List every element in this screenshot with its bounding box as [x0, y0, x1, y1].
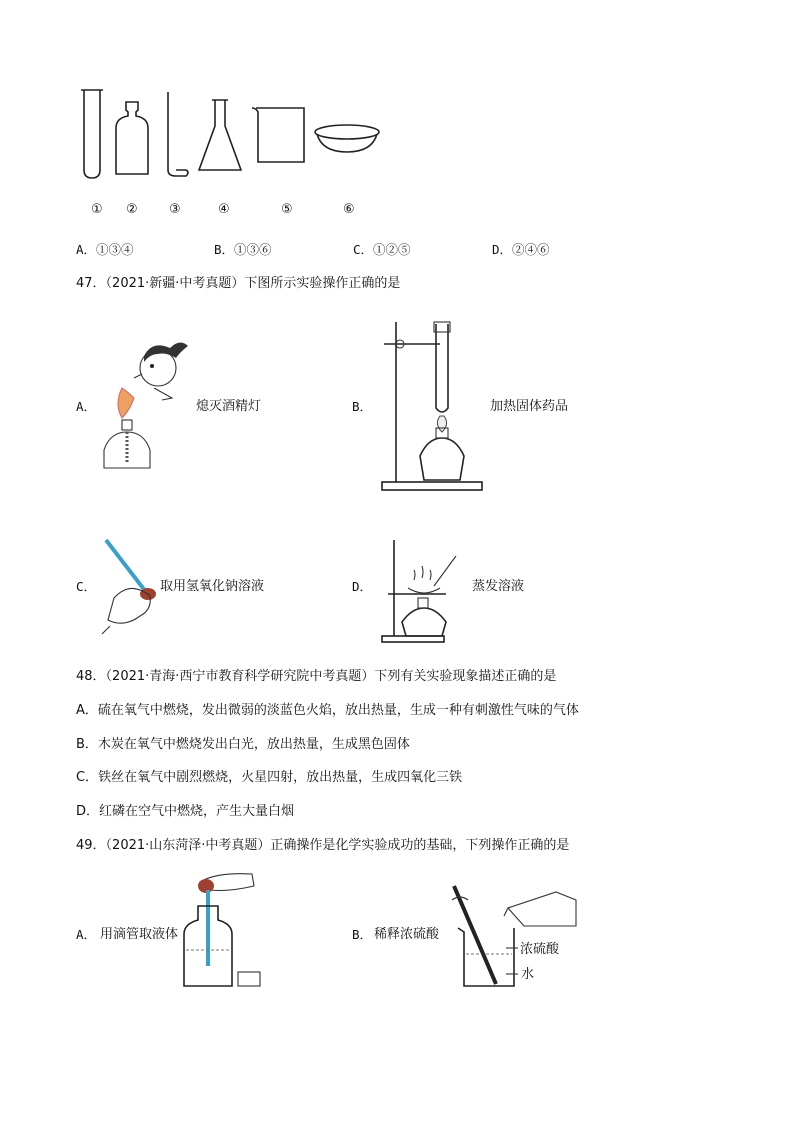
q47-option-a-letter[interactable]: A． [76, 399, 97, 414]
q48-stem: 48．（2021·青海·西宁市教育科学研究院中考真题）下列有关实验现象描述正确的是 [76, 669, 557, 684]
option-a[interactable]: A．①③④ [76, 242, 134, 257]
apparatus-number: ② [126, 202, 138, 217]
q47-option-b-caption: 加热固体药品 [490, 399, 569, 414]
apparatus-number: ④ [218, 202, 230, 217]
q48-option-a[interactable]: A．硫在氧气中燃烧，发出微弱的淡蓝色火焰，放出热量，生成一种有刺激性气味的气体 [76, 703, 579, 718]
q47-option-c-caption: 取用氢氧化钠溶液 [160, 579, 265, 594]
option-c[interactable]: C．①②⑤ [353, 242, 411, 257]
spoon-icon [160, 90, 196, 180]
q47-option-d-letter[interactable]: D． [352, 579, 373, 594]
blowing-out-lamp-icon [100, 332, 200, 476]
option-d[interactable]: D．②④⑥ [492, 242, 550, 257]
q49-option-a-caption: 用滴管取液体 [100, 927, 179, 942]
q47-option-a-caption: 熄灭酒精灯 [196, 399, 262, 414]
q48-option-b[interactable]: B．木炭在氧气中燃烧发出白光，放出热量，生成黑色固体 [76, 737, 410, 752]
q47-option-d-caption: 蒸发溶液 [472, 579, 525, 594]
concentrated-sulfuric-acid-label: 浓硫酸 [520, 942, 560, 957]
apparatus-number: ③ [169, 202, 181, 217]
q49-option-b-caption: 稀释浓硫酸 [374, 927, 440, 942]
q47-option-c-letter[interactable]: C． [76, 579, 97, 594]
conical-flask-icon [195, 96, 245, 178]
dropper-in-hand-icon [100, 536, 164, 636]
apparatus-number: ⑤ [281, 202, 293, 217]
q48-option-c[interactable]: C．铁丝在氧气中剧烈燃烧，火星四射，放出热量，生成四氧化三铁 [76, 770, 463, 785]
option-b[interactable]: B．①③⑥ [214, 242, 272, 257]
evaporation-setup-icon [380, 536, 460, 646]
apparatus-number: ① [91, 202, 103, 217]
dilution-beaker-icon [450, 882, 580, 990]
q47-option-b-letter[interactable]: B． [352, 399, 373, 414]
evaporating-dish-icon [312, 122, 382, 156]
test-tube-icon [78, 86, 108, 182]
q47-stem: 47．（2021·新疆·中考真题）下图所示实验操作正确的是 [76, 276, 401, 291]
apparatus-number: ⑥ [343, 202, 355, 217]
q49-stem: 49．（2021·山东菏泽·中考真题）正确操作是化学实验成功的基础，下列操作正确的是 [76, 838, 570, 853]
water-label: 水 [521, 967, 535, 982]
q49-option-b-letter[interactable]: B． [352, 927, 373, 942]
reagent-bottle-icon [112, 100, 152, 180]
q49-option-a-letter[interactable]: A． [76, 927, 97, 942]
dropper-bottle-icon [180, 868, 270, 990]
heating-test-tube-icon [380, 316, 490, 496]
beaker-icon [248, 104, 308, 166]
q48-option-d[interactable]: D．红磷在空气中燃烧，产生大量白烟 [76, 804, 295, 819]
